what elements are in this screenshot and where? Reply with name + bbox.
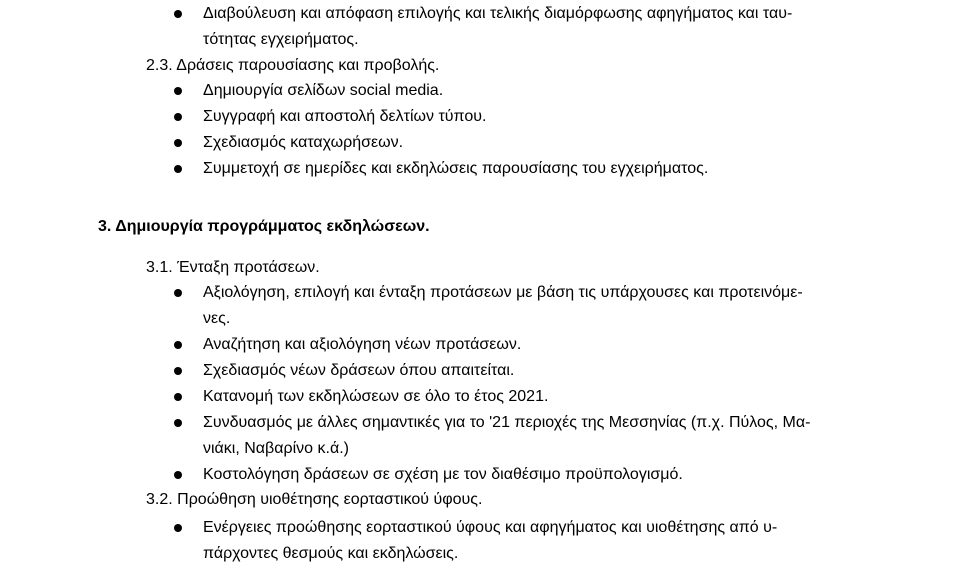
list-item-text: Ενέργειες προώθησης εορταστικού ύφους και αφηγήματος και υιοθέτησης από υ- <box>203 519 778 536</box>
list-item-text: Κατανομή των εκδηλώσεων σε όλο το έτος 2021. <box>203 388 549 405</box>
list-item-text: Αξιολόγηση, επιλογή και ένταξη προτάσεων με βάση τις υπάρχουσες και προτεινόμε- <box>203 284 803 301</box>
subsection-title: 2.3. Δράσεις παρουσίασης και προβολής. <box>146 57 440 74</box>
subsection-title: 3.2. Προώθηση υιοθέτησης εορταστικού ύφους. <box>146 491 483 508</box>
bullet-icon <box>174 341 182 349</box>
list-item-text: Σχεδιασμός καταχωρήσεων. <box>203 134 404 151</box>
bullet-icon <box>174 139 182 147</box>
list-item-text-continued: τότητας εγχειρήματος. <box>203 31 359 48</box>
section-heading: 3. Δημιουργία προγράμματος εκδηλώσεων. <box>98 218 430 235</box>
bullet-icon <box>174 165 182 173</box>
list-item-text: Σχεδιασμός νέων δράσεων όπου απαιτείται. <box>203 362 515 379</box>
bullet-icon <box>174 393 182 401</box>
list-item-text-continued: νιάκι, Ναβαρίνο κ.ά.) <box>203 440 349 457</box>
list-item-text: Κοστολόγηση δράσεων σε σχέση με τον διαθέσιμο προϋπολογισμό. <box>203 466 683 483</box>
list-item-text: Αναζήτηση και αξιολόγηση νέων προτάσεων. <box>203 336 522 353</box>
bullet-icon <box>174 419 182 427</box>
list-item-text: Συγγραφή και αποστολή δελτίων τύπου. <box>203 108 487 125</box>
bullet-icon <box>174 471 182 479</box>
list-item-text-continued: νες. <box>203 310 231 327</box>
list-item-text: Συμμετοχή σε ημερίδες και εκδηλώσεις παρουσίασης του εγχειρήματος. <box>203 160 709 177</box>
list-item-text: Δημιουργία σελίδων social media. <box>203 82 444 99</box>
list-item-text-continued: πάρχοντες θεσμούς και εκδηλώσεις. <box>203 545 459 562</box>
bullet-icon <box>174 524 182 532</box>
subsection-title: 3.1. Ένταξη προτάσεων. <box>146 259 320 276</box>
bullet-icon <box>174 289 182 297</box>
bullet-icon <box>174 367 182 375</box>
bullet-icon <box>174 10 182 18</box>
bullet-icon <box>174 113 182 121</box>
bullet-icon <box>174 87 182 95</box>
list-item-text: Διαβούλευση και απόφαση επιλογής και τελικής διαμόρφωσης αφηγήματος και ταυ- <box>203 5 793 22</box>
list-item-text: Συνδυασμός με άλλες σημαντικές για το '21 περιοχές της Μεσσηνίας (π.χ. Πύλος, Μα- <box>203 414 811 431</box>
